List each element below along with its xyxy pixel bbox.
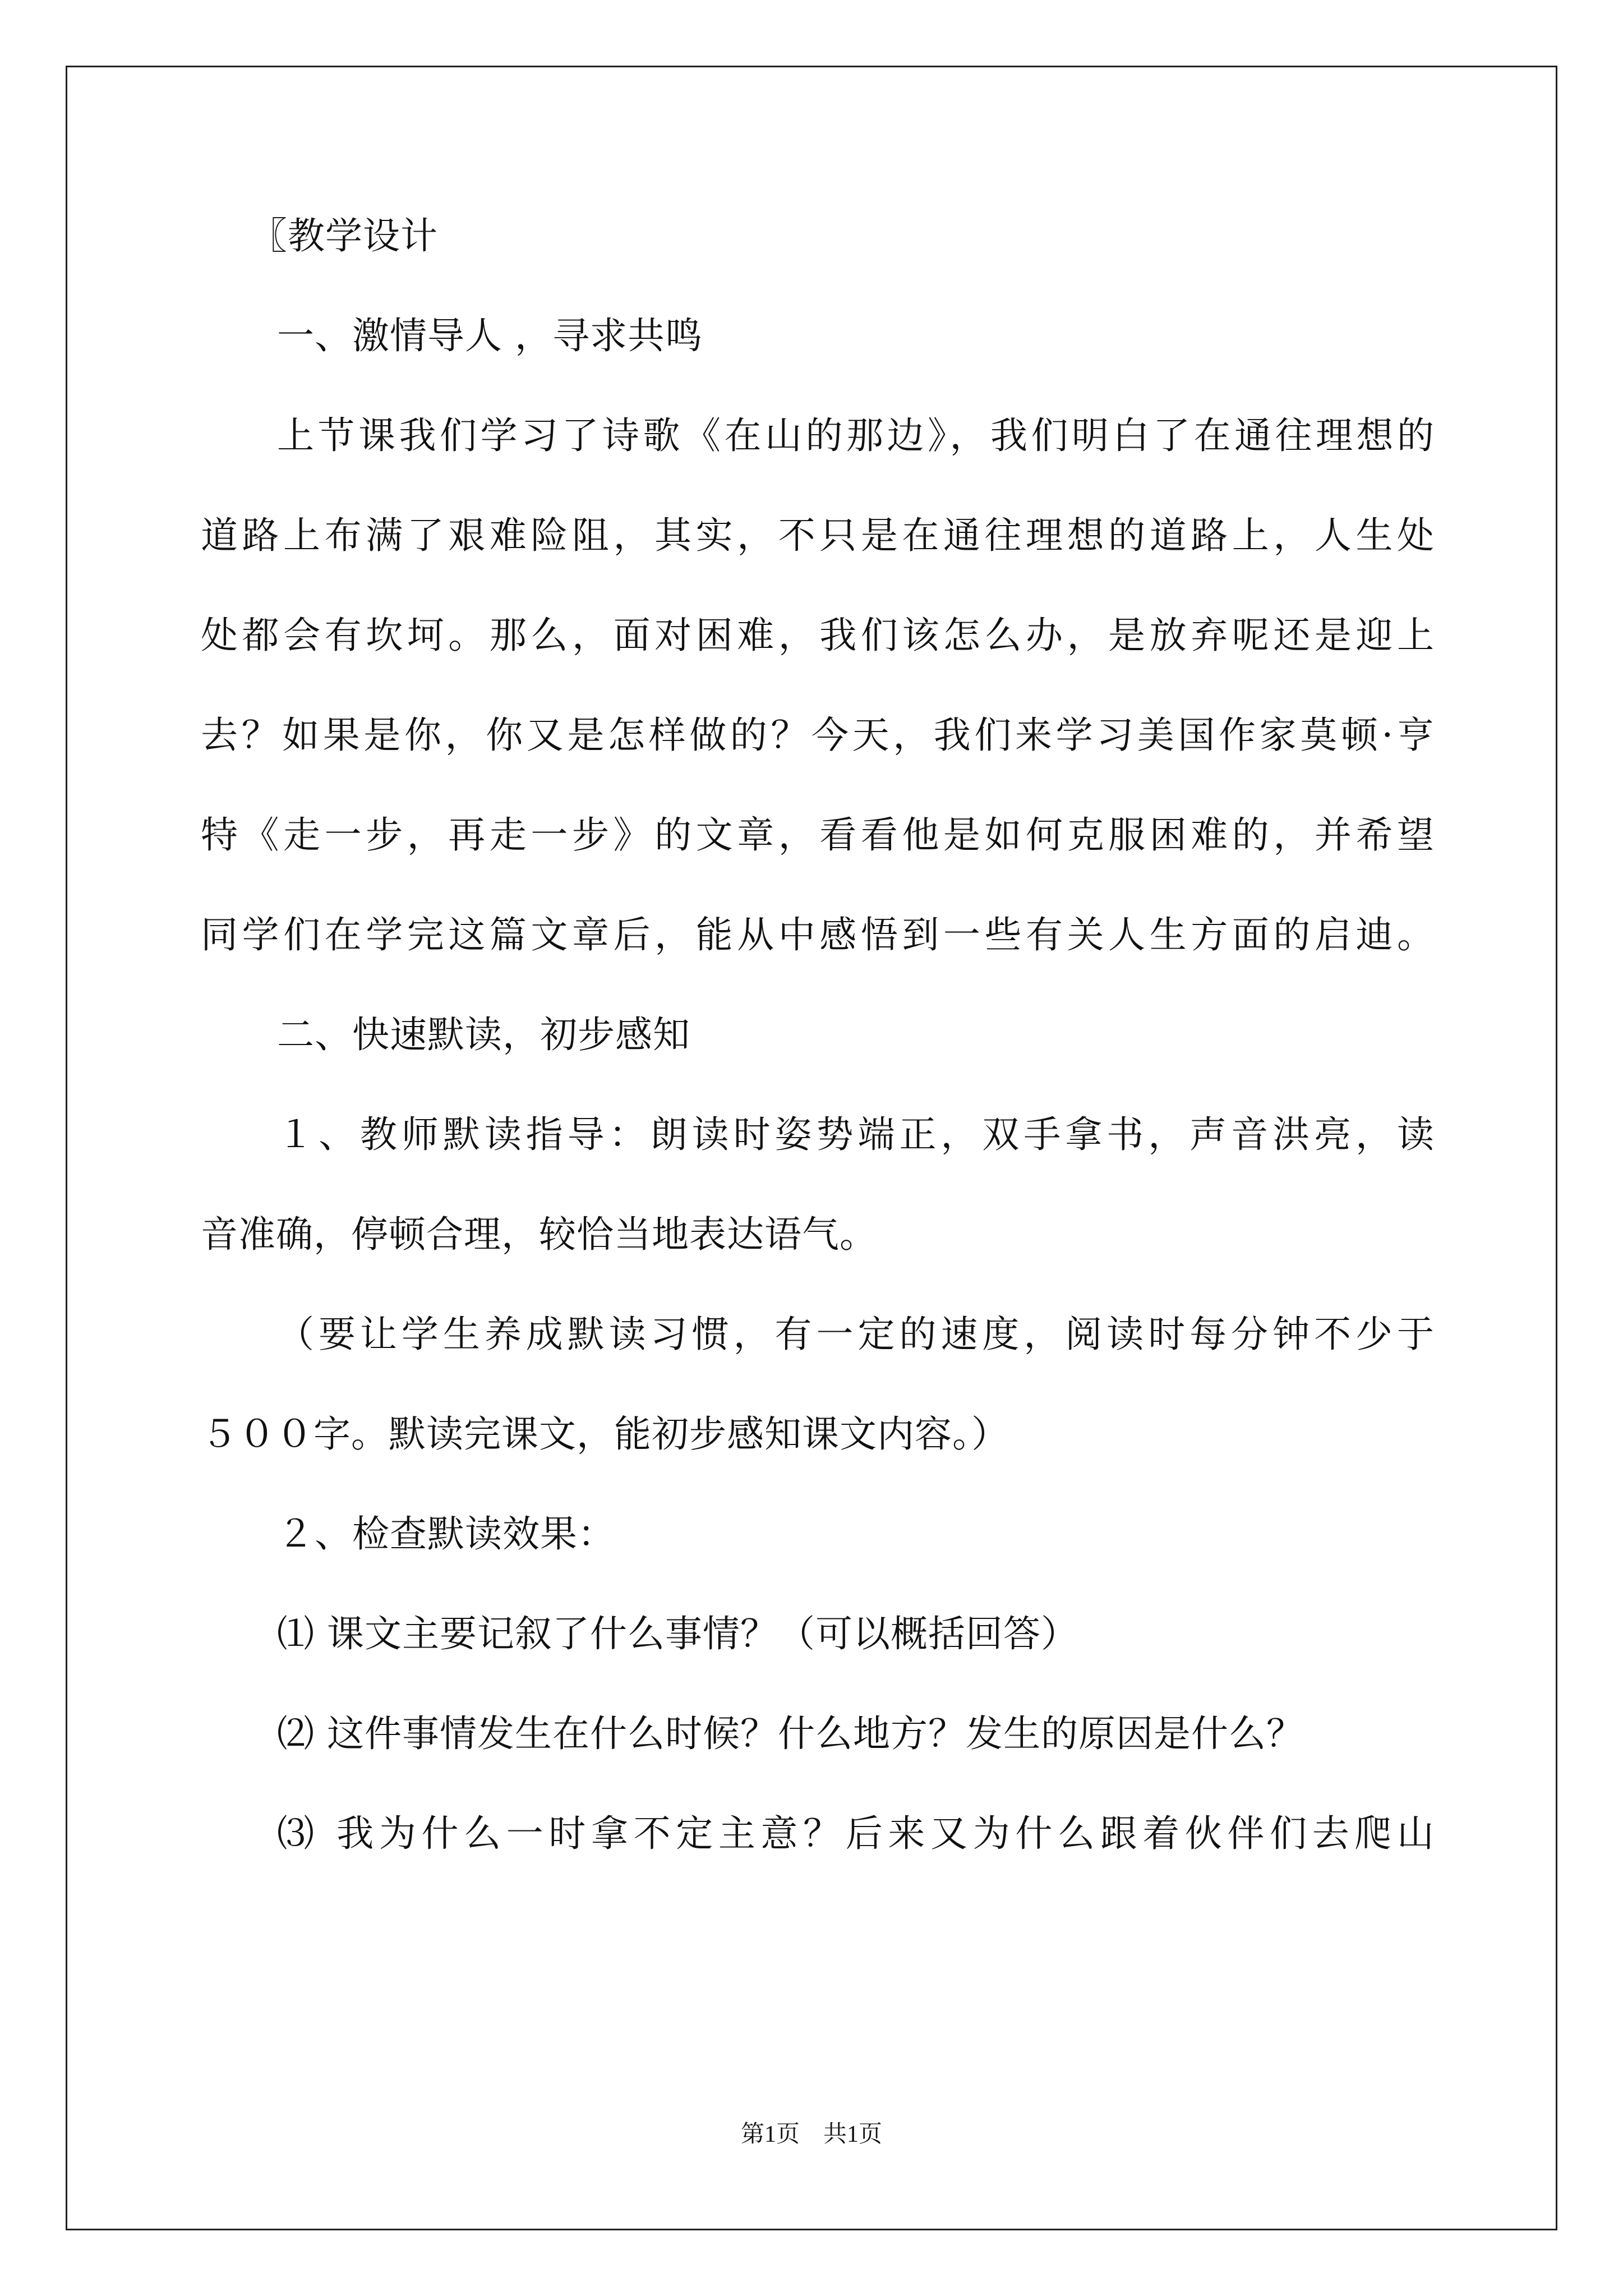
paragraph-line: 道路上布满了艰难险阻，其实，不只是在通往理想的道路上，人生处: [201, 514, 1435, 557]
paragraph-line: 特《走一步，再走一步》的文章，看看他是如何克服困难的，并希望: [201, 813, 1435, 857]
page-number: 第1页 共1页: [740, 2122, 882, 2147]
paragraph-line: ５００字。默读完课文，能初步感知课文内容。）: [201, 1412, 1009, 1456]
paragraph-line: １、教师默读指导：朗读时姿势端正，双手拿书，声音洪亮，读: [277, 1113, 1435, 1156]
subsection-heading: 二、快速默读，初步感知: [277, 1013, 690, 1056]
subsection-heading: 一、激情导人 ，寻求共鸣: [277, 314, 703, 357]
section-heading: 〖教学设计: [250, 214, 438, 257]
question-item: ⑶ 我为什么一时拿不定主意？后来又为什么跟着伙伴们去爬山: [277, 1812, 1435, 1855]
question-item: ⑴ 课文主要记叙了什么事情？（可以概括回答）: [277, 1612, 1078, 1655]
paragraph-line: 音准确，停顿合理，较恰当地表达语气。: [201, 1213, 877, 1256]
list-heading: ２、检查默读效果：: [277, 1512, 615, 1556]
paragraph-line: 去？如果是你，你又是怎样做的？今天，我们来学习美国作家莫顿·亨: [201, 714, 1435, 757]
paragraph-line: 处都会有坎坷。那么，面对困难，我们该怎么办，是放弃呢还是迎上: [201, 614, 1435, 657]
paragraph-line: 同学们在学完这篇文章后，能从中感悟到一些有关人生方面的启迪。: [201, 913, 1435, 956]
question-item: ⑵ 这件事情发生在什么时候？什么地方？发生的原因是什么？: [277, 1712, 1304, 1755]
paragraph-line: 上节课我们学习了诗歌《在山的那边》，我们明白了在通往理想的: [277, 414, 1435, 457]
paragraph-line: （要让学生养成默读习惯，有一定的速度，阅读时每分钟不少于: [277, 1313, 1435, 1356]
